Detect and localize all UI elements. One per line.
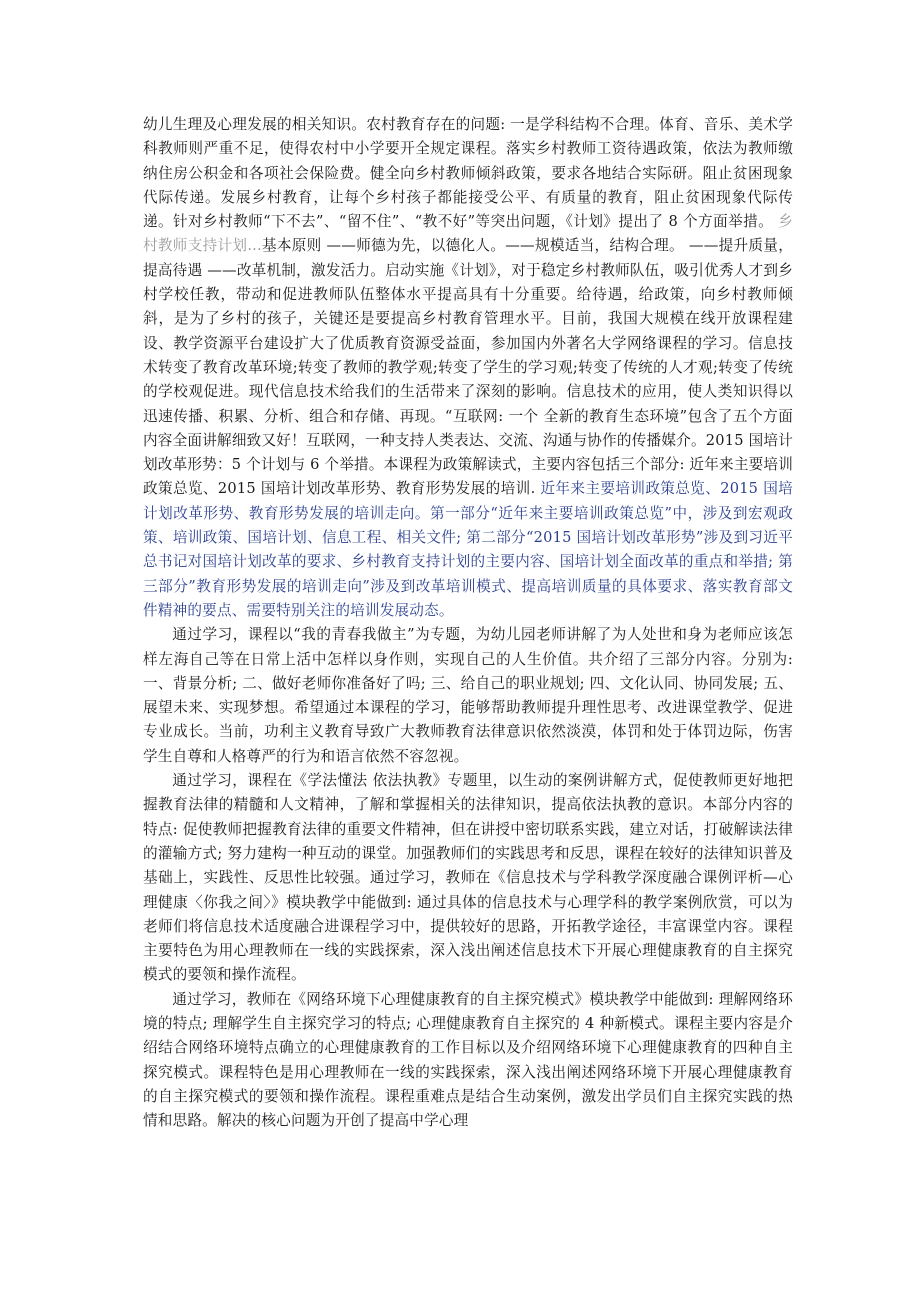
paragraph-4: 通过学习，教师在《网络环境下心理健康教育的自主探究模式》模块教学中能做到: 理解网络环境的特点; 理解学生自主探究学习的特点; 心理健康教育自主探究的 4 种新模式。课程主要内容是介绍结合网络环境特点确立的心理健康教育的工作目标以及介绍网络环境下心理健康教育的四种自主探究模式。课程特色是用心理教师在一线的实践探索，深入浅出阐述网络环境下开展心理健康教育的自主探究模式的要领和操作流程。课程重难点是结合生动案例，激发出学员们自主探究实践的热情和思路。解决的核心问题为开创了提高中学心理 xyxy=(143,990,793,1130)
paragraph-3: 通过学习，课程在《学法懂法 依法执教》专题里，以生动的案例讲解方式，促使教师更好地把握教育法律的精髓和人文精神，了解和掌握相关的法律知识，提高依法执教的意识。本部分内容的特点: 促使教师把握教育法律的重要文件精神，但在讲授中密切联系实践，建立对话，打破解读法律的灌输方式; 努力建构一种互动的课堂。加强教师们的实践思考和反思，课程在较好的法律知识普及基础上，实践性、反思性比较强。通过学习，教师在《信息技术与学科教学深度融合课例评析—心理健康〈你我之间〉》模块教学中能做到: 通过具体的信息技术与心理学科的教学案例欣赏，可以为老师们将信息技术适度融合进课程学习中，提供较好的思路，开拓教学途径，丰富课堂内容。课程主要特色为用心理教师在一线的实践探索，深入浅出阐述信息技术下开展心理健康教育的自主探究模式的要领和操作流程。 xyxy=(143,772,793,984)
paragraph-2: 通过学习，课程以“我的青春我做主”为专题，为幼儿园老师讲解了为人处世和身为老师应该怎样左海自己等在日常上活中怎样以身作则，实现自己的人生价值。共介绍了三部分内容。分别为: 一、背景分析; 二、做好老师你准备好了吗; 三、给自己的职业规划; 四、文化认同、协同发展; 五、展望未来、实现梦想。希望通过本课程的学习，能够帮助教师提升理性思考、改进课堂教学、促进专业成长。当前，功利主义教育导致广大教师教育法律意识依然淡漠，体罚和处于体罚边际，伤害学生自尊和人格尊严的行为和语言依然不容忽视。 xyxy=(143,626,793,765)
paragraph-1-text-c: 近年来主要培训政策总览、2015 国培计划改革形势、教育形势发展的培训走向。第一部分“近年来主要培训政策总览”中，涉及到宏观政策、培训政策、国培计划、信息工程、相关文件; 第二部分“2015 国培计划改革形势”涉及到习近平总书记对国培计划改革的要求、乡村教育支持计划的主要内容、国培计划全面改革的重点和举措; 第三部分”教育形势发展的培训走向”涉及到改革培训模式、提高培训质量的具体要求、落实教育部文件精神的要点、需要特别关注的培训发展动态。 xyxy=(143,480,793,619)
document-body xyxy=(143,113,793,1133)
paragraph-1-text-b: 基本原则 ——师德为先，以德化人。——规模适当，结构合理。 ——提升质量，提高待遇 ——改革机制，激发活力。启动实施《计划》，对于稳定乡村教师队伍，吸引优秀人才到乡村学校任教，带动和促进教师队伍整体水平提高具有十分重要。给待遇，给政策，向乡村教师倾斜，是为了乡村的孩子，关键还是要提高乡村教育管理水平。目前，我国大规模在线开放课程建设、教学资源平台建设扩大了优质教育资源受益面，参加国内外著名大学网络课程的学习。信息技术转变了教育改革环境;转变了教师的教学观;转变了学生的学习观;转变了传统的人才观;转变了传统的学校观促进。现代信息技术给我们的生活带来了深刻的影响。信息技术的应用，使人类知识得以迅速传播、积累、分析、组合和存储、再现。“互联网: 一个 全新的教育生态环境”包含了五个方面内容全面讲解细致又好！互联网，一种支持人类表达、交流、沟通与协作的传播媒介。2015 国培计划改革形势：5 个计划与 6 个举措。本课程为政策解读式，主要内容包括三个部分: 近年来主要培训政策总览、2015 国培计划改革形势、教育形势发展的培训. xyxy=(143,237,793,498)
paragraph-1 xyxy=(143,113,793,623)
paragraph-1-text-a: 幼儿生理及心理发展的相关知识。农村教育存在的问题: 一是学科结构不合理。体育、音乐、美术学科教师则严重不足，使得农村中小学要开全规定课程。落实乡村教师工资待遇政策，依法为教师缴纳住房公积金和各项社会保险费。健全向乡村教师倾斜政策，要求各地结合实际研。阻止贫困现象代际传递。发展乡村教育，让每个乡村孩子都能接受公平、有质量的教育，阻止贫困现象代际传递。针对乡村教师“下不去”、“留不住”、“教不好”等突出问题，《计划》提出了 8 个方面举措。 xyxy=(143,116,793,231)
paragraph-1-faded-link: 乡村教师支持计划... xyxy=(143,213,793,255)
